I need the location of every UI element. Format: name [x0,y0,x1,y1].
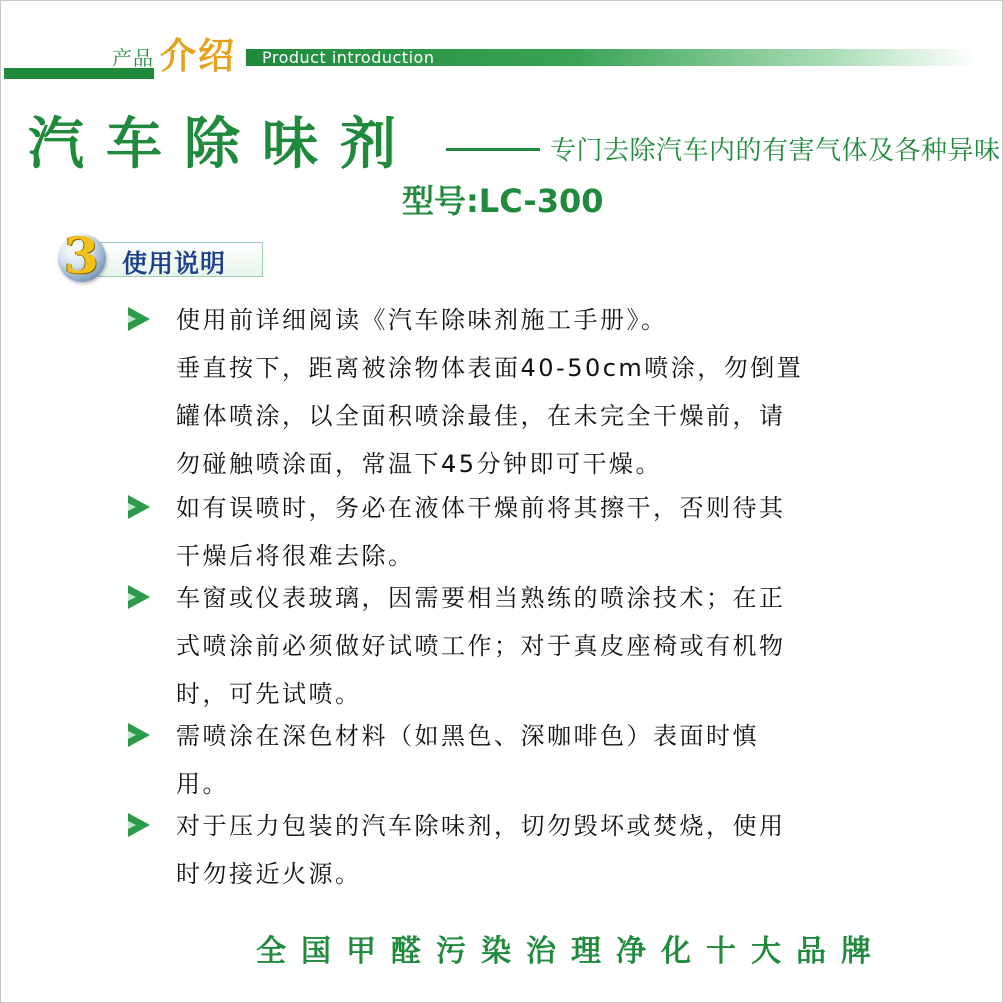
footer-slogan: 全国甲醛污染治理净化十大品牌 [256,934,886,969]
instruction-line: 用。 [176,770,229,798]
header-label-english: Product introduction [262,48,435,67]
header-label-big: 介绍 [160,35,237,77]
instruction-line: 如有误喷时，务必在液体干燥前将其擦干，否则待其 [176,494,786,522]
bullet-arrow-icon [128,585,150,609]
section-title: 使用说明 [122,249,227,278]
instruction-line: 勿碰触喷涂面，常温下45分钟即可干燥。 [176,450,663,478]
instruction-line: 干燥后将很难去除。 [176,542,415,570]
instruction-item [176,574,876,718]
bullet-arrow-icon [128,723,150,747]
instruction-item [176,484,876,580]
bullet-arrow-icon [128,813,150,837]
instruction-line: 需喷涂在深色材料（如黑色、深咖啡色）表面时慎 [176,722,759,750]
instruction-line: 罐体喷涂，以全面积喷涂最佳，在未完全干燥前，请 [176,402,786,430]
title-dash-divider [446,148,540,151]
instruction-item [176,802,876,898]
bullet-arrow-icon [128,307,150,331]
product-title: 汽车除味剂 [28,112,418,177]
product-model: 型号:LC-300 [402,182,604,220]
instruction-line: 垂直按下，距离被涂物体表面40-50cm喷涂，勿倒置 [176,354,804,382]
instruction-item [176,712,876,808]
section-number: 3 [64,226,99,285]
header-label-small: 产品 [112,46,154,70]
bullet-arrow-icon [128,495,150,519]
instruction-line: 时，可先试喷。 [176,680,362,708]
instruction-line: 车窗或仪表玻璃，因需要相当熟练的喷涂技术；在正 [176,584,786,612]
instruction-item [176,296,876,488]
product-subtitle: 专门去除汽车内的有害气体及各种异味 [550,136,1001,166]
instruction-line: 使用前详细阅读《汽车除味剂施工手册》。 [176,306,668,334]
instruction-line: 时勿接近火源。 [176,860,362,888]
instruction-line: 式喷涂前必须做好试喷工作；对于真皮座椅或有机物 [176,632,786,660]
instruction-line: 对于压力包装的汽车除味剂，切勿毁坏或焚烧，使用 [176,812,786,840]
